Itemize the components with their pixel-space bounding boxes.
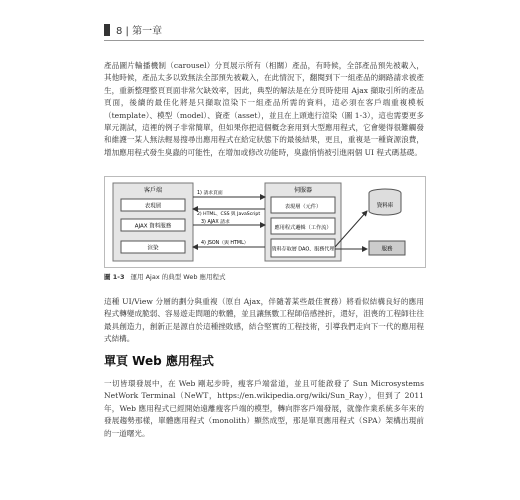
architecture-diagram bbox=[105, 177, 425, 267]
page-header: 8 | 第一章 bbox=[104, 22, 162, 37]
chapter-title: 第一章 bbox=[132, 26, 163, 37]
paragraph-1: 產品圖片輪播機制（carousel）分頁展示所有（相關）產品，有時候，全部產品預先被載入，其他時候，產品太多以致無法全部預先被載入，在此情況下，翻閱到下一組產品的網路請求被產生，重新整理整頁頁面非常欠缺效率，因此，典型的解法是在分頁時使用 Ajax 擷取引所的產品頁面，後續的最佳化將是只擷取渲染下一組產品所需的資料，這必須在客戶端重複模板（template）、模型（model）、資產（asset），並且在上頭進行渲染（圖 1-3），這也需要更多單元測試，這裡的例子非常簡單，但如果你把這個概念套用到大型應用程式，它會變得很難觸發和維護一某人無法輕易搜尋出應用程式在給定狀態下的最後結果，更且，重複是一種資源浪費，增加應用程式發生臭蟲的可能性，在增加或修改功能時，臭蟲悄悄被引進兩個 UI 程式碼基礎。 bbox=[104, 61, 424, 157]
arrow-label: 4) JSON（與 HTML） bbox=[201, 241, 249, 246]
arrow-label: 1) 請求頁面 bbox=[197, 191, 223, 196]
paragraph-2: 這種 UI/View 分層的劃分與重複（原自 Ajax，伴隨著某些最佳實務）將看似結構良好的應用程式轉變成脆弱、容易遊走問題的軟體，並且讓無數工程師倍感挫折，還好，沮喪的工程師往往最具創造力，創新正是源自於這種挫敗感，結合堅實的工程技術，引導我們走向下一代的應用程式結構。 bbox=[104, 297, 424, 344]
section-title: 單頁 Web 應用程式 bbox=[104, 354, 214, 368]
arrow-label: 2) HTML、CSS 與 JavaScript bbox=[197, 212, 261, 217]
service-label: 服務 bbox=[381, 246, 393, 253]
server-box-label: 資料存取層 DAO、服務代理 bbox=[271, 246, 335, 253]
caption-number: 圖 1-3 bbox=[104, 273, 125, 281]
server-box-label: 應用程式邏輯（工作流） bbox=[274, 225, 332, 231]
client-label: 客戶端 bbox=[143, 187, 163, 194]
server-label: 伺服器 bbox=[293, 187, 313, 194]
client-box-label: AJAX 資料服務 bbox=[134, 223, 172, 230]
header-bar bbox=[104, 24, 110, 36]
database-label: 資料庫 bbox=[376, 203, 394, 209]
paragraph-3: 一切皆環發展中，在 Web 剛起步時，瘦客戶端當道，並且可能啟發了 Sun Microsystems NetWork Terminal（NeWT，https://en.wikipedia.org/wiki/Sun_Ray），但到了 2011 年，Web 應用程式已經開始遠離瘦客戶端的模型，轉向胖客戶端發展，就像作業系統多年來的發展趨勢那樣，單體應用程式（monolith）顯然成型，那是單頁應用程式（SPA）架構出現前的一道曙光。 bbox=[104, 379, 424, 438]
caption-text: 運用 Ajax 的典型 Web 應用程式 bbox=[130, 273, 226, 281]
client-box-label: 渲染 bbox=[147, 245, 159, 252]
server-box-label: 表現層（元件） bbox=[284, 204, 322, 210]
figure-caption bbox=[104, 272, 226, 281]
header-rule bbox=[104, 40, 424, 41]
client-box-label: 表現層 bbox=[144, 203, 162, 210]
page-number: 8 bbox=[116, 26, 123, 37]
figure-1-3 bbox=[104, 176, 426, 268]
arrow-label: 3) AJAX 請求 bbox=[201, 220, 230, 225]
